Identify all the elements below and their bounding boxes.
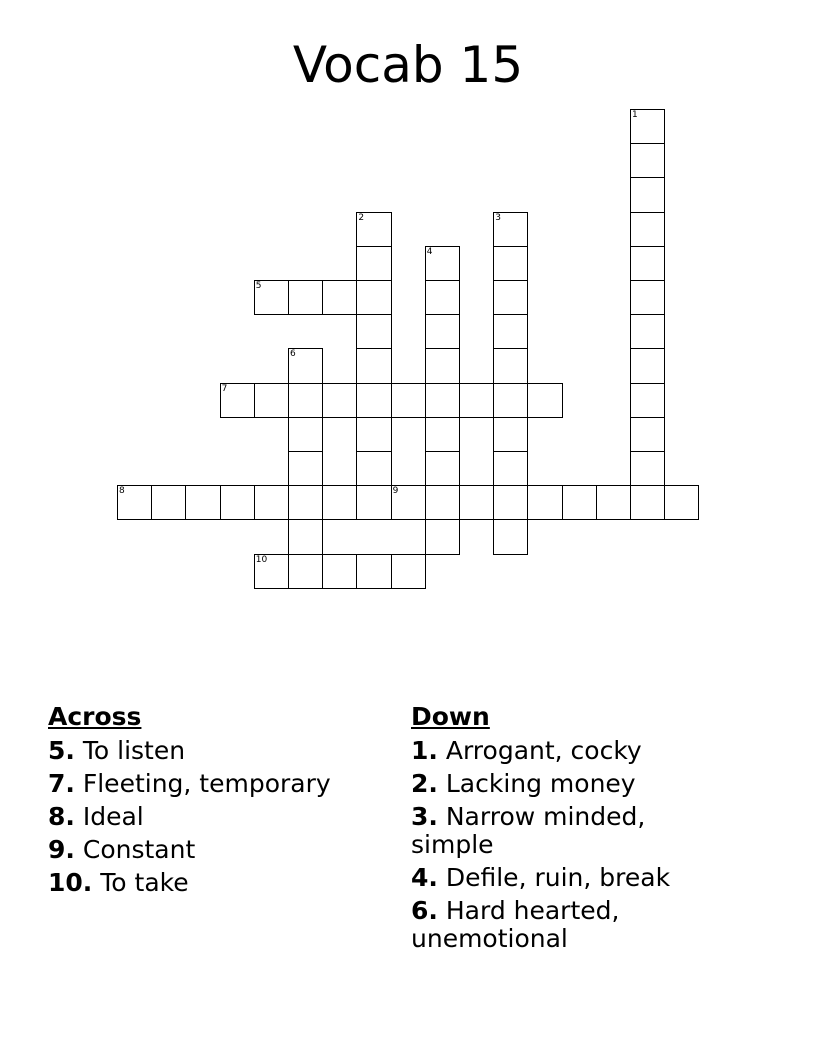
crossword-cell[interactable]: [493, 519, 528, 554]
clue-text: Ideal: [82, 802, 144, 831]
crossword-cell[interactable]: [664, 485, 699, 520]
clue-number: 6.: [411, 896, 438, 925]
crossword-cell[interactable]: [630, 314, 665, 349]
crossword-cell[interactable]: [391, 383, 426, 418]
crossword-cell[interactable]: [425, 314, 460, 349]
crossword-cell[interactable]: [356, 485, 391, 520]
crossword-cell[interactable]: [493, 212, 528, 247]
clue-text: To take: [100, 868, 189, 897]
clue-down-6: [411, 897, 711, 953]
crossword-cell[interactable]: [459, 485, 494, 520]
clue-across-8: [48, 803, 378, 831]
crossword-cell[interactable]: [356, 280, 391, 315]
down-clues: [411, 703, 711, 958]
clue-number: 8.: [48, 802, 75, 831]
clue-number: 5.: [48, 736, 75, 765]
crossword-cell[interactable]: [288, 417, 323, 452]
crossword-cell[interactable]: [254, 280, 289, 315]
crossword-cell[interactable]: [288, 280, 323, 315]
crossword-cell[interactable]: [425, 485, 460, 520]
clue-down-3: [411, 803, 711, 859]
crossword-cell[interactable]: [322, 554, 357, 589]
crossword-cell[interactable]: [322, 280, 357, 315]
clue-across-9: [48, 836, 378, 864]
across-heading: Across: [48, 702, 142, 731]
down-heading: Down: [411, 702, 490, 731]
crossword-cell[interactable]: [630, 383, 665, 418]
clue-text: Defile, ruin, break: [445, 863, 671, 892]
crossword-cell[interactable]: [151, 485, 186, 520]
clue-number-label: 4: [426, 246, 433, 257]
crossword-cell[interactable]: [493, 314, 528, 349]
crossword-cell[interactable]: [630, 246, 665, 281]
clue-down-1: [411, 737, 711, 765]
clue-text: Hard hearted, unemotional: [411, 896, 620, 953]
clue-number-label: 10: [255, 554, 268, 565]
crossword-cell[interactable]: [288, 519, 323, 554]
crossword-cell[interactable]: [185, 485, 220, 520]
crossword-cell[interactable]: [288, 485, 323, 520]
clue-number-label: 7: [221, 383, 228, 394]
crossword-cell[interactable]: [596, 485, 631, 520]
clue-number-label: 8: [119, 486, 125, 497]
crossword-cell[interactable]: [425, 519, 460, 554]
crossword-cell[interactable]: [493, 417, 528, 452]
clue-number-label: 5: [255, 281, 262, 291]
crossword-cell[interactable]: [322, 383, 357, 418]
crossword-cell[interactable]: [391, 485, 426, 520]
crossword-cell[interactable]: [493, 485, 528, 520]
crossword-cell[interactable]: [425, 417, 460, 452]
crossword-cell[interactable]: [630, 177, 665, 212]
crossword-cell[interactable]: [630, 212, 665, 247]
crossword-cell[interactable]: [322, 485, 357, 520]
crossword-cell[interactable]: [356, 554, 391, 589]
crossword-cell[interactable]: [117, 485, 152, 520]
clue-number-label: 1: [632, 110, 638, 120]
crossword-cell[interactable]: [254, 485, 289, 520]
crossword-cell[interactable]: [630, 143, 665, 178]
clue-text: Fleeting, temporary: [82, 769, 331, 798]
crossword-cell[interactable]: [527, 383, 562, 418]
crossword-cell[interactable]: [425, 348, 460, 383]
clue-number: 9.: [48, 835, 75, 864]
crossword-cell[interactable]: [630, 485, 665, 520]
across-clues: [48, 703, 378, 902]
clue-number: 1.: [411, 736, 438, 765]
crossword-cell[interactable]: [493, 451, 528, 486]
clue-number-label: 2: [358, 212, 365, 223]
crossword-cell[interactable]: [356, 383, 391, 418]
crossword-cell[interactable]: [630, 280, 665, 315]
crossword-cell[interactable]: [220, 383, 255, 418]
clue-text: Lacking money: [445, 769, 636, 798]
clue-number-label: 9: [392, 486, 399, 497]
clue-text: Narrow minded, simple: [411, 802, 646, 859]
crossword-cell[interactable]: [493, 246, 528, 281]
crossword-cell[interactable]: [493, 280, 528, 315]
clue-number-label: 6: [290, 349, 296, 360]
crossword-cell[interactable]: [288, 383, 323, 418]
crossword-cell[interactable]: [356, 212, 391, 247]
crossword-cell[interactable]: [425, 280, 460, 315]
clue-across-10: [48, 869, 378, 897]
page-title: Vocab 15: [292, 36, 524, 94]
crossword-cell[interactable]: [288, 451, 323, 486]
crossword-cell[interactable]: [630, 451, 665, 486]
clue-number-label: 3: [495, 212, 501, 223]
clue-number: 3.: [411, 802, 438, 831]
clue-down-2: [411, 770, 711, 798]
crossword-cell[interactable]: [459, 383, 494, 418]
clue-across-7: [48, 770, 378, 798]
clue-number: 10.: [48, 868, 93, 897]
clue-text: Arrogant, cocky: [445, 736, 642, 765]
crossword-cell[interactable]: [562, 485, 597, 520]
clue-text: To listen: [82, 736, 186, 765]
crossword-cell[interactable]: [630, 109, 665, 144]
crossword-cell[interactable]: [288, 554, 323, 589]
clue-number: 4.: [411, 863, 438, 892]
clue-across-5: [48, 737, 378, 765]
crossword-cell[interactable]: [493, 348, 528, 383]
crossword-cell[interactable]: [630, 417, 665, 452]
crossword-cell[interactable]: [220, 485, 255, 520]
crossword-cell[interactable]: [356, 417, 391, 452]
crossword-cell[interactable]: [425, 246, 460, 281]
clue-number: 2.: [411, 769, 438, 798]
crossword-cell[interactable]: [356, 348, 391, 383]
crossword-cell[interactable]: [527, 485, 562, 520]
crossword-cell[interactable]: [425, 451, 460, 486]
crossword-cell[interactable]: [356, 246, 391, 281]
crossword-cell[interactable]: [630, 348, 665, 383]
crossword-cell[interactable]: [254, 383, 289, 418]
clue-down-4: [411, 864, 711, 892]
crossword-cell[interactable]: [493, 383, 528, 418]
clue-number: 7.: [48, 769, 75, 798]
crossword-cell[interactable]: [288, 348, 323, 383]
crossword-cell[interactable]: [425, 383, 460, 418]
crossword-cell[interactable]: [391, 554, 426, 589]
crossword-cell[interactable]: [254, 554, 289, 589]
clue-text: Constant: [82, 835, 196, 864]
crossword-cell[interactable]: [356, 314, 391, 349]
crossword-cell[interactable]: [356, 451, 391, 486]
